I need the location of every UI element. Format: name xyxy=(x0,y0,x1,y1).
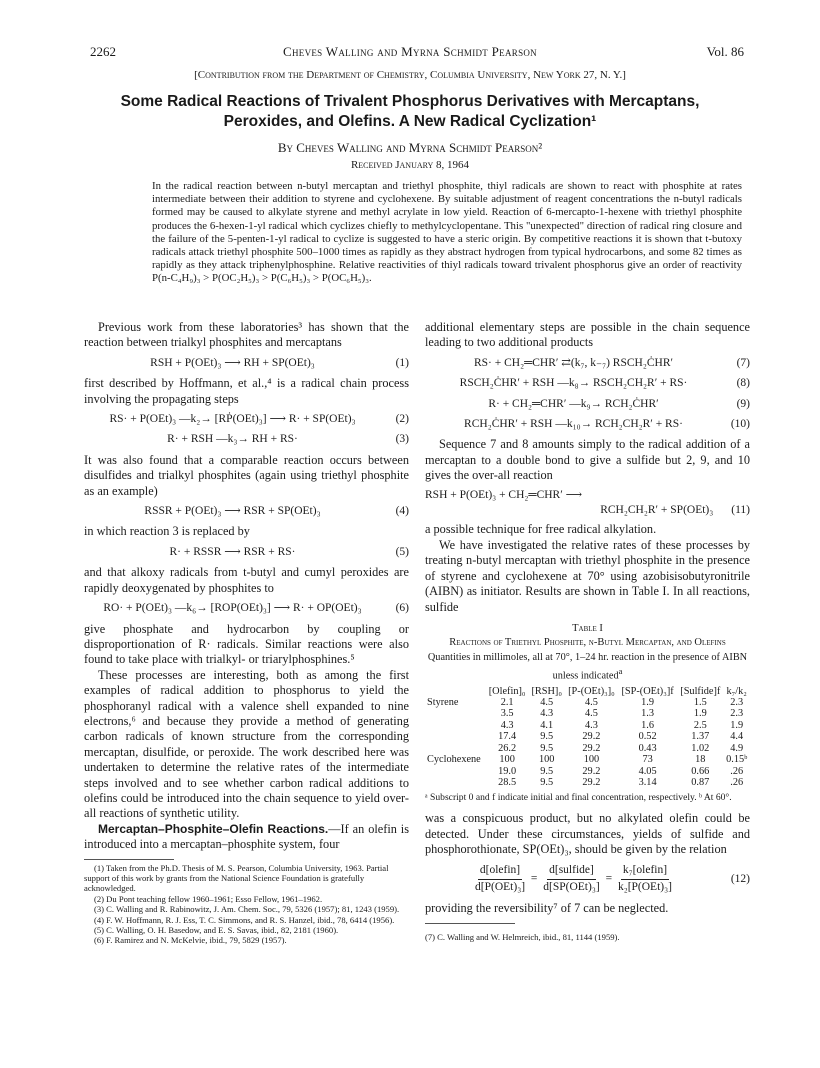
fraction-denominator: d[SP(OEt)₃] xyxy=(543,880,600,893)
table-cell: 73 xyxy=(642,754,653,766)
table-cell: 4.5 xyxy=(584,708,598,720)
footnotes xyxy=(84,863,409,946)
section-heading: Mercaptan–Phosphite–Olefin Reactions. xyxy=(98,821,329,836)
table-title: Reactions of Triethyl Phosphite, n-Butyl Mercaptan, and Olefins xyxy=(449,637,726,649)
table-cell: 2.3 xyxy=(730,708,744,720)
table-label: Table I xyxy=(572,622,603,634)
table-row xyxy=(425,754,750,766)
table-caption xyxy=(425,652,750,682)
fraction-denominator: k₂[P(OEt)₃] xyxy=(617,880,672,893)
footnote: (5) C. Walling, O. H. Basedow, and E. S. Savas, ibid., 82, 2181 (1960). xyxy=(94,925,339,936)
table-cell: 4.5 xyxy=(584,696,598,708)
table-cell: 4.5 xyxy=(540,696,554,708)
table-cell: 4.3 xyxy=(500,719,514,731)
footnote: (6) F. Ramirez and N. McKelvie, ibid., 79, 5829 (1957). xyxy=(94,935,287,946)
table-cell: 4.1 xyxy=(540,719,554,731)
table-cell: 4.3 xyxy=(540,708,554,720)
contribution-line: [Contribution from the Department of Chemistry, Columbia University, New York 27, N. Y.] xyxy=(194,69,626,81)
table-cell: 2.5 xyxy=(693,719,707,731)
table-row xyxy=(425,743,750,755)
table-row xyxy=(425,777,750,789)
table-cell: 3.14 xyxy=(638,777,657,789)
table-cell: 1.02 xyxy=(691,742,710,754)
equation-number: (3) xyxy=(395,433,409,446)
paragraph: and that alkoxy radicals from t-butyl and cumyl peroxides are rapidly deoxygenated by phosphites to xyxy=(84,565,409,595)
paragraph: additional elementary steps are possible in the chain sequence leading to two additional products xyxy=(425,320,750,350)
column-header: [P-(OEt)₃]₀ xyxy=(568,685,615,697)
table-cell: 2.3 xyxy=(730,696,744,708)
equation-12: $\frac{\text{d[olefin]}}{\text{d[P(OEt)₃]}}$ = $\frac{\text{d[sulfide]}}{\text{d[SP(OEt)₃]}}$ = $\frac{\text{k₇[olefin]}}{\text{k₂[P(OEt)₃]}}$ (12) xyxy=(425,863,750,895)
row-label: Styrene xyxy=(427,696,459,708)
equation-number: (5) xyxy=(395,545,409,558)
row-label xyxy=(425,777,486,789)
table-cell: 4.4 xyxy=(730,731,744,743)
fraction xyxy=(543,863,599,895)
table-cell: 4.3 xyxy=(584,719,598,731)
table-header-row xyxy=(425,686,750,697)
table-cell: 1.9 xyxy=(641,696,655,708)
paragraph: We have investigated the relative rates of these processes by treating n-butyl mercaptan with triethyl phosphite in the presence of styrene and cyclohexene at 70° using azobisisobutyronitrile (AIBN) as initiator. Results are shown in Table I. In all reactions, sulfide xyxy=(425,537,750,614)
table-cell: 1.6 xyxy=(641,719,655,731)
equation-expression: RCH₂ĊHR′ + RSH —k₁₀→ RCH₂CH₂R′ + RS· xyxy=(464,418,683,431)
table-cell: 0.15ᵇ xyxy=(726,754,748,766)
paragraph xyxy=(84,822,409,853)
paragraph: was a conspicuous product, but no alkylated olefin could be detected. Under these circumstances, yields of sulfide and phosphorothionate, SP(OEt)₃, should be given by the relation xyxy=(425,811,750,857)
column-header: [Sulfide]f xyxy=(680,685,721,697)
table-cell: 1.9 xyxy=(730,719,744,731)
equation-number: (8) xyxy=(736,377,750,390)
table-cell: 9.5 xyxy=(540,765,554,777)
table-cell: 26.2 xyxy=(498,742,517,754)
table-cell: 9.5 xyxy=(540,777,554,789)
table-cell: 3.5 xyxy=(500,708,514,720)
paragraph: It was also found that a comparable reaction occurs between disulfides and trialkyl phosphites (again using triethyl phosphite as an example) xyxy=(84,452,409,498)
table-row xyxy=(425,731,750,743)
equation-expression: RSCH₂ĊHR′ + RSH —k₈→ RSCH₂CH₂R′ + RS· xyxy=(459,377,688,390)
paragraph: first described by Hoffmann, et al.,⁴ is a radical chain process involving the propagating steps xyxy=(84,376,409,406)
article-title: Some Radical Reactions of Trivalent Phosphorus Derivatives with Mercaptans, Peroxides, and Olefins. A New Radical Cyclization¹ xyxy=(120,93,700,130)
received-date: Received January 8, 1964 xyxy=(350,159,470,171)
equation-6 xyxy=(84,601,409,616)
column-header: [RSH]₀ xyxy=(531,685,562,697)
table-notes: ᵃ Subscript 0 and f indicate initial and final concentration, respectively. ᵇ At 60°. xyxy=(425,791,732,803)
row-label xyxy=(425,708,486,720)
row-label: Cyclohexene xyxy=(427,754,481,766)
equation-number: (12) xyxy=(730,872,750,885)
equation-1 xyxy=(84,356,409,371)
equation-number: (2) xyxy=(395,413,409,426)
results-table xyxy=(425,686,750,789)
table-cell: 100 xyxy=(499,754,515,766)
table-cell: 2.1 xyxy=(500,696,514,708)
table-cell: 19.0 xyxy=(498,765,517,777)
volume-label: Vol. 86 xyxy=(706,44,744,59)
table-cell: 29.2 xyxy=(582,777,601,789)
table-cell: 100 xyxy=(538,754,555,766)
footnote: (4) F. W. Hoffmann, R. J. Ess, T. C. Simmons, and R. S. Hanzel, ibid., 78, 6414 (1956). xyxy=(94,914,395,925)
table-cell: 0.87 xyxy=(691,777,710,789)
table-row xyxy=(425,697,750,709)
table-cell: 0.52 xyxy=(638,731,657,743)
table-caption-text: Quantities in millimoles, all at 70°, 1–24 hr. reaction in the presence of AIBN unless indicated xyxy=(427,652,748,682)
table-caption-mark: a xyxy=(618,665,623,676)
table-cell: 9.5 xyxy=(540,731,554,743)
row-label xyxy=(425,731,486,743)
equation-expression: RS· + CH₂═CHR′ ⇄(k₇, k₋₇) RSCH₂ĊHR′ xyxy=(473,356,674,369)
row-label xyxy=(425,743,486,755)
table-cell: 100 xyxy=(583,754,600,766)
paragraph: give phosphate and hydrocarbon by coupling or disproportionation of R· radicals. Similar reactions were also found to take place with trialkyl- or triarylphosphines.⁵ xyxy=(84,621,409,667)
abstract: In the radical reaction between n-butyl mercaptan and triethyl phosphite, thiyl radicals are shown to react with phosphite at rates intermediate between their addition to styrene and cyclohexene. By suitable adjustment of reagent concentrations the n-butyl radicals formed may be caused to alkylate styrene and methyl acrylate in low yield. Reaction of 6-mercapto-1-hexene with triethyl phosphite produces the 6-hexen-1-yl radical which cyclizes chiefly to methylcyclopentane. This "unexpected" direction of radical ring closure and the failure of the 5-penten-1-yl radical to cyclize is suggested to have a steric origin. By competitive reactions it is shown that t-butoxy radicals attack triethyl phosphite 500–1000 times as rapidly as they abstract hydrogen from typical hydrocarbons, and some 82 times as rapidly as they attack triphenylphosphine. Relative reactivities of thiyl radicals toward trivalent phosphorus give an order of reactivity P(n-C₄H₉)₃ > P(OC₂H₅)₃ > P(C₆H₅)₃ > P(OC₆H₅)₃. xyxy=(152,180,742,285)
equation-8 xyxy=(425,376,750,391)
running-title: Cheves Walling and Myrna Schmidt Pearson xyxy=(283,44,537,59)
paragraph-text: —If an olefin is introduced into a mercaptan–phosphite system, four xyxy=(84,821,410,852)
row-label xyxy=(425,720,486,732)
equation-line: RSH + P(OEt)₃ + CH₂═CHR′ ⟶ xyxy=(425,488,583,501)
equation-9 xyxy=(425,397,750,412)
equation-expression: RSSR + P(OEt)₃ ⟶ RSR + SP(OEt)₃ xyxy=(144,505,321,518)
fraction-numerator: k₇[olefin] xyxy=(621,863,669,879)
footnote: (2) Du Pont teaching fellow 1960–1961; Esso Fellow, 1961–1962. xyxy=(94,893,323,904)
paragraph: Previous work from these laboratories³ has shown that the reaction between trialkyl phosphites and mercaptans xyxy=(84,320,409,350)
equation-11 xyxy=(425,488,750,519)
equation-5 xyxy=(84,545,409,560)
table-cell: 17.4 xyxy=(498,731,517,743)
column-header: [SP-(OEt)₃]f xyxy=(621,685,674,697)
equation-number: (4) xyxy=(395,505,409,518)
table-cell: 0.43 xyxy=(638,742,657,754)
table-cell: 18 xyxy=(695,754,706,766)
fraction-numerator: d[sulfide] xyxy=(547,863,596,879)
equation-2 xyxy=(84,412,409,427)
right-column xyxy=(425,320,750,945)
footnote: (1) Taken from the Ph.D. Thesis of M. S. Pearson, Columbia University, 1963. Partial support of this work by grants from the National Science Foundation is gratefully acknowledged. xyxy=(84,862,389,894)
table-row xyxy=(425,708,750,720)
equation-number: (7) xyxy=(736,356,750,369)
footnote-divider xyxy=(84,859,174,860)
table-row xyxy=(425,766,750,778)
table-cell: 29.2 xyxy=(582,742,601,754)
equation-10 xyxy=(425,417,750,432)
row-label xyxy=(425,766,486,778)
equation-expression: RO· + P(OEt)₃ —k₆→ [ROP(OEt)₃] ⟶ R· + OP(OEt)₃ xyxy=(103,602,362,615)
fraction xyxy=(475,863,525,895)
footnote: (3) C. Walling and R. Rabinowitz, J. Am. Chem. Soc., 79, 5326 (1957); 81, 1243 (1959). xyxy=(94,904,400,915)
paragraph: Sequence 7 and 8 amounts simply to the radical addition of a mercaptan to a double bond to give a sulfide but 2, 9, and 10 gives the over-all reaction xyxy=(425,437,750,483)
table-cell: 4.9 xyxy=(730,742,744,754)
footnote-divider xyxy=(425,923,515,924)
table-row xyxy=(425,720,750,732)
table-cell: 4.05 xyxy=(638,765,657,777)
paragraph: providing the reversibility⁷ of 7 can be neglected. xyxy=(425,901,669,916)
equation-3 xyxy=(84,432,409,447)
fraction xyxy=(618,863,672,895)
equation-expression: RSH + P(OEt)₃ ⟶ RH + SP(OEt)₃ xyxy=(150,356,315,369)
equation-expression: R· + CH₂═CHR′ —k₉→ RCH₂ĊHR′ xyxy=(488,397,659,410)
table-cell: 1.5 xyxy=(693,696,707,708)
table-cell: 1.9 xyxy=(693,708,707,720)
equation-7 xyxy=(425,356,750,371)
author-byline: By Cheves Walling and Myrna Schmidt Pearson² xyxy=(277,140,543,155)
table-cell: 29.2 xyxy=(582,765,601,777)
table-cell: .26 xyxy=(730,777,744,789)
table-cell: .26 xyxy=(730,765,744,777)
equation-number: (11) xyxy=(731,504,750,517)
equation-line: RCH₂CH₂R′ + SP(OEt)₃ xyxy=(600,504,714,517)
column-header: k₇/k₂ xyxy=(726,685,747,697)
table-cell: 1.3 xyxy=(641,708,655,720)
paragraph: in which reaction 3 is replaced by xyxy=(84,524,250,539)
table-cell: 1.37 xyxy=(691,731,710,743)
table-cell: 29.2 xyxy=(582,731,601,743)
paragraph: a possible technique for free radical alkylation. xyxy=(425,522,657,537)
equation-number: (1) xyxy=(395,356,409,369)
equation-expression: R· + RSH —k₃→ RH + RS· xyxy=(167,433,298,446)
table-cell: 9.5 xyxy=(540,742,554,754)
footnote: (7) C. Walling and W. Helmreich, ibid., 81, 1144 (1959). xyxy=(425,931,620,942)
fraction-numerator: d[olefin] xyxy=(478,863,522,879)
table-cell: 28.5 xyxy=(498,777,517,789)
column-header: [Olefin]₀ xyxy=(488,685,526,697)
page-number: 2262 xyxy=(90,44,116,59)
column-header xyxy=(425,686,486,697)
fraction-denominator: d[P(OEt)₃] xyxy=(475,880,526,893)
left-column xyxy=(84,320,409,946)
equation-number: (10) xyxy=(730,418,750,431)
table-cell: 0.66 xyxy=(691,765,710,777)
equation-4 xyxy=(84,504,409,519)
equation-number: (6) xyxy=(395,602,409,615)
paragraph: These processes are interesting, both as among the first examples of radical addition to phosphorus to yield the phosphoranyl radical with a valence shell expanded to nine electrons,⁶ and because they provide a method of generating carbon radicals of known structure from the corresponding mercaptan, disulfide, or peroxide. The work described here was undertaken to determine the relative rates of the intermediate steps involved and to see whether carbon radical additions to olefins could be introduced into the chain sequence to yield over-all reactions of synthetic utility. xyxy=(84,667,409,821)
equation-expression: RS· + P(OEt)₃ —k₂→ [RṖ(OEt)₃] ⟶ R· + SP(OEt)₃ xyxy=(109,413,356,426)
equation-number: (9) xyxy=(736,397,750,410)
equation-expression: R· + RSSR ⟶ RSR + RS· xyxy=(169,545,296,558)
